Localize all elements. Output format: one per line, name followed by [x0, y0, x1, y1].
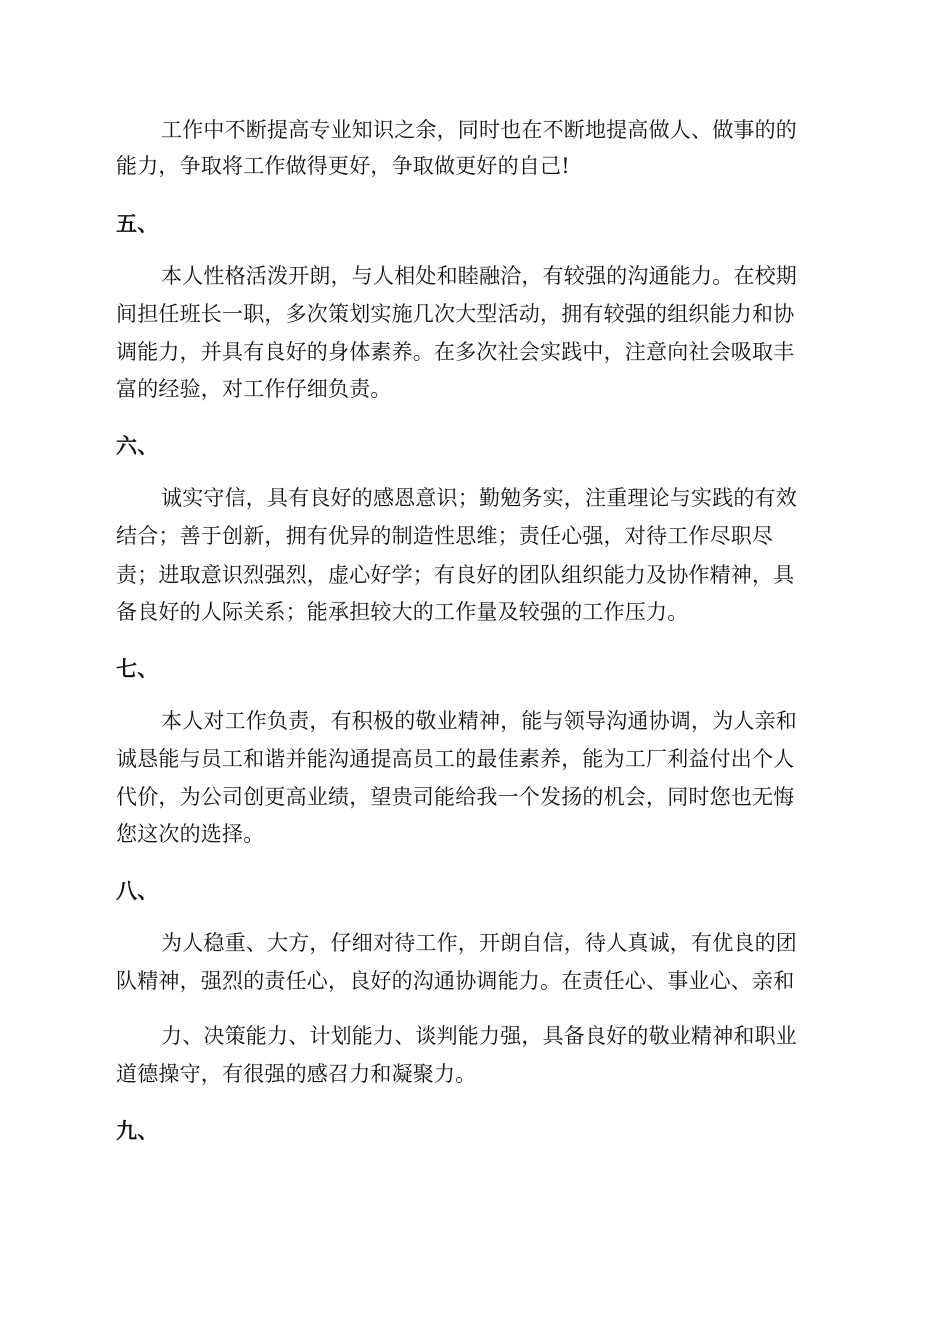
paragraph-line: 力、决策能力、计划能力、谈判能力强，具备良好的敬业精神和职业: [161, 1024, 797, 1048]
paragraph-line: 本人对工作负责，有积极的敬业精神，能与领导沟通协调，为人亲和: [161, 709, 797, 733]
paragraph-line: 本人性格活泼开朗，与人相处和睦融洽，有较强的沟通能力。在校期: [161, 264, 797, 288]
section-heading-6: 六、: [116, 433, 159, 458]
paragraph-line: 代价，为公司创更高业绩，望贵司能给我一个发扬的机会，同时您也无悔: [116, 785, 795, 809]
paragraph-line: 备良好的人际关系；能承担较大的工作量及较强的工作压力。: [116, 600, 689, 624]
paragraph-line: 诚实守信，具有良好的感恩意识；勤勉务实，注重理论与实践的有效: [161, 486, 797, 510]
paragraph-line: 您这次的选择。: [116, 822, 265, 846]
paragraph-line: 结合；善于创新，拥有优异的制造性思维；责任心强，对待工作尽职尽: [116, 524, 774, 548]
paragraph-line: 道德操守，有很强的感召力和凝聚力。: [116, 1062, 477, 1086]
section-heading-8: 八、: [116, 878, 159, 903]
paragraph-line: 工作中不断提高专业知识之余，同时也在不断地提高做人、做事的的: [161, 118, 797, 142]
section-heading-9: 九、: [116, 1118, 159, 1143]
section-heading-7: 七、: [116, 656, 159, 681]
paragraph-line: 队精神，强烈的责任心，良好的沟通协调能力。在责任心、事业心、亲和: [116, 969, 795, 993]
paragraph-line: 为人稳重、大方，仔细对待工作，开朗自信，待人真诚，有优良的团: [161, 931, 797, 955]
paragraph-line: 间担任班长一职，多次策划实施几次大型活动，拥有较强的组织能力和协: [116, 302, 795, 326]
paragraph-line: 富的经验，对工作仔细负责。: [116, 377, 392, 401]
section-heading-5: 五、: [116, 211, 159, 236]
paragraph-line: 责；进取意识烈强烈，虚心好学；有良好的团队组织能力及协作精神，具: [116, 563, 795, 587]
paragraph-line: 诚恳能与员工和谐并能沟通提高员工的最佳素养，能为工厂利益付出个人: [116, 747, 795, 771]
paragraph-line: 能力，争取将工作做得更好，争取做更好的自己!: [116, 154, 570, 178]
paragraph-line: 调能力，并具有良好的身体素养。在多次社会实践中，注意向社会吸取丰: [116, 340, 795, 364]
